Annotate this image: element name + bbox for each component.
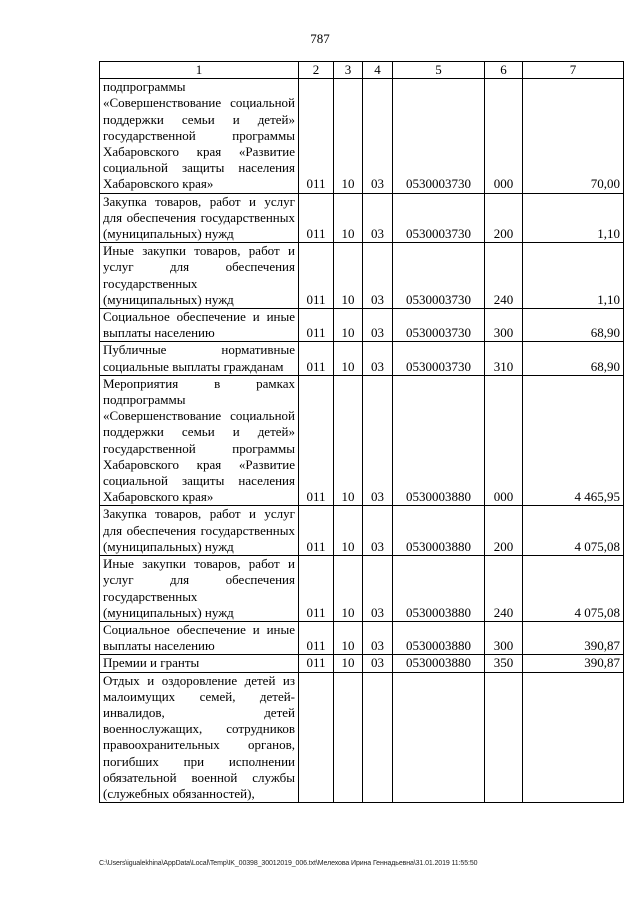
row-amount: 68,90 (523, 342, 624, 375)
row-code-6: 300 (485, 621, 523, 654)
row-code-3: 10 (334, 621, 363, 654)
row-code-6: 240 (485, 243, 523, 309)
header-cell: 3 (334, 62, 363, 79)
row-code-4: 03 (363, 655, 393, 672)
row-name: Премии и гранты (100, 655, 299, 672)
row-amount: 390,87 (523, 655, 624, 672)
file-path-footer: C:\Users\igualekhina\AppData\Local\Temp\IK_00398_30012019_006.txt\Мелехова Ирина Геннадьевна\31.01.2019 11:55:50 (99, 860, 478, 867)
row-name: Отдых и оздоровление детей из малоимущих семей, детей-инвалидов, детей военнослужащих, сотрудников правоохранительных органов, погибших при исполнении обязательной военной службы (служебных обязанностей), (100, 672, 299, 803)
row-name: Мероприятия в рамках подпрограммы «Совершенствование социальной поддержки семьи и детей» государственной программы Хабаровского края «Развитие социальной защиты населения Хабаровского края» (100, 375, 299, 506)
row-code-3: 10 (334, 655, 363, 672)
table-row (100, 193, 624, 243)
row-code-2: 011 (299, 79, 334, 193)
row-code-5: 0530003880 (393, 556, 485, 622)
header-cell: 6 (485, 62, 523, 79)
header-cell: 7 (523, 62, 624, 79)
row-code-6: 310 (485, 342, 523, 375)
row-amount: 1,10 (523, 243, 624, 309)
row-name: Социальное обеспечение и иные выплаты населению (100, 621, 299, 654)
row-code-4 (363, 672, 393, 803)
row-code-2: 011 (299, 655, 334, 672)
row-name: Иные закупки товаров, работ и услуг для обеспечения государственных (муниципальных) нужд (100, 243, 299, 309)
row-code-5: 0530003730 (393, 309, 485, 342)
row-amount: 390,87 (523, 621, 624, 654)
row-code-4: 03 (363, 375, 393, 506)
table-row (100, 621, 624, 654)
row-code-6: 350 (485, 655, 523, 672)
row-code-3 (334, 672, 363, 803)
row-code-2: 011 (299, 342, 334, 375)
row-code-5: 0530003880 (393, 655, 485, 672)
row-amount: 4 465,95 (523, 375, 624, 506)
row-code-2: 011 (299, 193, 334, 243)
row-code-6 (485, 672, 523, 803)
row-amount: 1,10 (523, 193, 624, 243)
row-code-3: 10 (334, 375, 363, 506)
row-code-5: 0530003730 (393, 193, 485, 243)
row-code-6: 000 (485, 375, 523, 506)
header-cell: 1 (100, 62, 299, 79)
row-code-4: 03 (363, 79, 393, 193)
row-name: Иные закупки товаров, работ и услуг для обеспечения государственных (муниципальных) нужд (100, 556, 299, 622)
row-code-5: 0530003880 (393, 506, 485, 556)
row-code-3: 10 (334, 342, 363, 375)
row-name: Закупка товаров, работ и услуг для обеспечения государственных (муниципальных) нужд (100, 506, 299, 556)
page-number: 787 (310, 31, 330, 46)
row-code-4: 03 (363, 621, 393, 654)
budget-table (99, 61, 624, 803)
table-row (100, 79, 624, 193)
row-code-2: 011 (299, 243, 334, 309)
row-code-4: 03 (363, 506, 393, 556)
row-code-4: 03 (363, 342, 393, 375)
row-code-3: 10 (334, 79, 363, 193)
row-name: Закупка товаров, работ и услуг для обеспечения государственных (муниципальных) нужд (100, 193, 299, 243)
row-amount: 4 075,08 (523, 556, 624, 622)
row-code-5: 0530003730 (393, 243, 485, 309)
row-code-2 (299, 672, 334, 803)
row-code-5: 0530003880 (393, 621, 485, 654)
row-amount: 4 075,08 (523, 506, 624, 556)
header-row (100, 62, 624, 79)
row-code-6: 240 (485, 556, 523, 622)
row-code-6: 200 (485, 193, 523, 243)
row-name: Социальное обеспечение и иные выплаты населению (100, 309, 299, 342)
row-code-5: 0530003730 (393, 79, 485, 193)
header-cell: 2 (299, 62, 334, 79)
row-code-2: 011 (299, 506, 334, 556)
table-row (100, 506, 624, 556)
table-row (100, 375, 624, 506)
row-code-2: 011 (299, 556, 334, 622)
row-code-5 (393, 672, 485, 803)
row-code-4: 03 (363, 243, 393, 309)
row-code-6: 200 (485, 506, 523, 556)
table-row (100, 556, 624, 622)
table-row (100, 243, 624, 309)
header-cell: 4 (363, 62, 393, 79)
row-amount: 70,00 (523, 79, 624, 193)
table-row (100, 672, 624, 803)
row-code-5: 0530003730 (393, 342, 485, 375)
row-code-2: 011 (299, 375, 334, 506)
row-code-3: 10 (334, 506, 363, 556)
header-cell: 5 (393, 62, 485, 79)
row-amount (523, 672, 624, 803)
row-code-3: 10 (334, 193, 363, 243)
table-row (100, 342, 624, 375)
row-code-4: 03 (363, 556, 393, 622)
row-code-2: 011 (299, 621, 334, 654)
row-amount: 68,90 (523, 309, 624, 342)
row-code-3: 10 (334, 309, 363, 342)
row-code-5: 0530003880 (393, 375, 485, 506)
table-row (100, 655, 624, 672)
row-code-3: 10 (334, 243, 363, 309)
row-code-6: 300 (485, 309, 523, 342)
table-row (100, 309, 624, 342)
row-code-4: 03 (363, 309, 393, 342)
row-code-2: 011 (299, 309, 334, 342)
row-name: подпрограммы «Совершенствование социальной поддержки семьи и детей» государственной программы Хабаровского края «Развитие социальной защиты населения Хабаровского края» (100, 79, 299, 193)
row-code-6: 000 (485, 79, 523, 193)
row-code-4: 03 (363, 193, 393, 243)
row-name: Публичные нормативные социальные выплаты гражданам (100, 342, 299, 375)
row-code-3: 10 (334, 556, 363, 622)
